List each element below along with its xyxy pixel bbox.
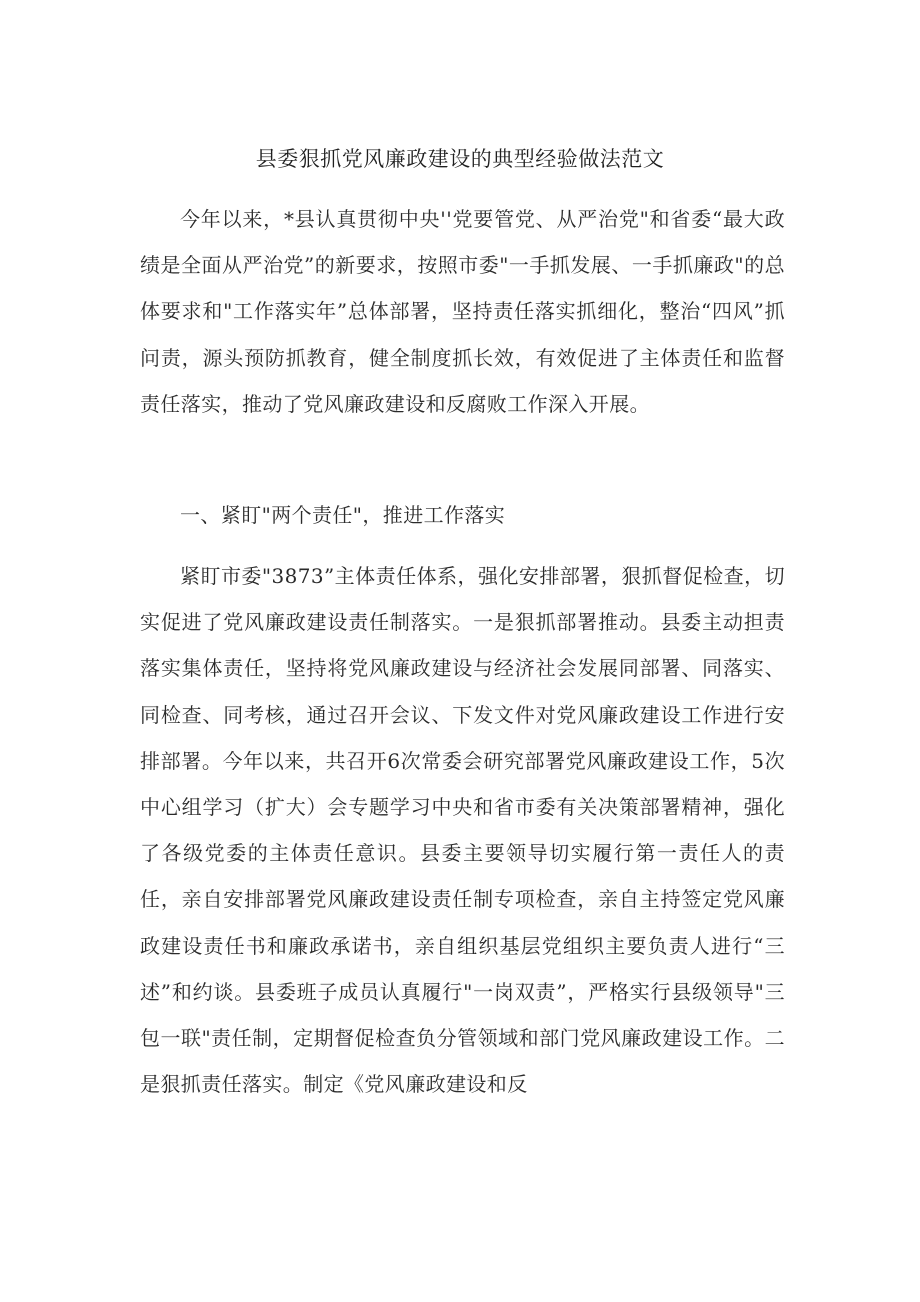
section-paragraph-text: 制定《党风廉政建设和反 — [303, 1072, 528, 1097]
key-point-deployment: 一是狠抓部署推动。 — [473, 610, 661, 635]
key-point-responsibility: 二是狠抓责任落实。 — [140, 1026, 785, 1097]
section-paragraph-text: 紧盯市委"3873”主体责任体系，强化安排部署，狠抓督促检查，切实促进了党风廉政建设责任制落实。 — [140, 564, 785, 635]
section-heading: 一、紧盯"两个责任"，推进工作落实 — [180, 503, 506, 527]
page-title: 县委狠抓党风廉政建设的典型经验做法范文 — [255, 147, 665, 171]
section-paragraph — [140, 553, 785, 1107]
section-paragraph-text: 县委主动担责落实集体责任，坚持将党风廉政建设与经济社会发展同部署、同落实、同检查、同考核，通过召开会议、下发文件对党风廉政建设工作进行安排部署。今年以来，共召开6次常委会研究部署党风廉政建设工作，5次中心组学习（扩大）会专题学习中央和省市委有关决策部署精神，强化了各级党委的主体责任意识。县委主要领导切实履行第一责任人的责任，亲自安排部署党风廉政建设责任制专项检查，亲自主持签定党风廉政建设责任书和廉政承诺书，亲自组织基层党组织主要负责人进行“三述”和约谈。县委班子成员认真履行"一岗双责”，严格实行县级领导"三包一联"责任制，定期督促检查负分管领域和部门党风廉政建设工作。 — [140, 610, 785, 1051]
intro-paragraph: 今年以来，*县认真贯彻中央''党要管党、从严治党"和省委“最大政绩是全面从严治党”的新要求，按照市委"一手抓发展、一手抓廉政"的总体要求和"工作落实年”总体部署，坚持责任落实抓细化，整治“四风”抓问责，源头预防抓教育，健全制度抓长效，有效促进了主体责任和监督责任落实，推动了党风廉政建设和反腐败工作深入开展。 — [140, 207, 785, 416]
